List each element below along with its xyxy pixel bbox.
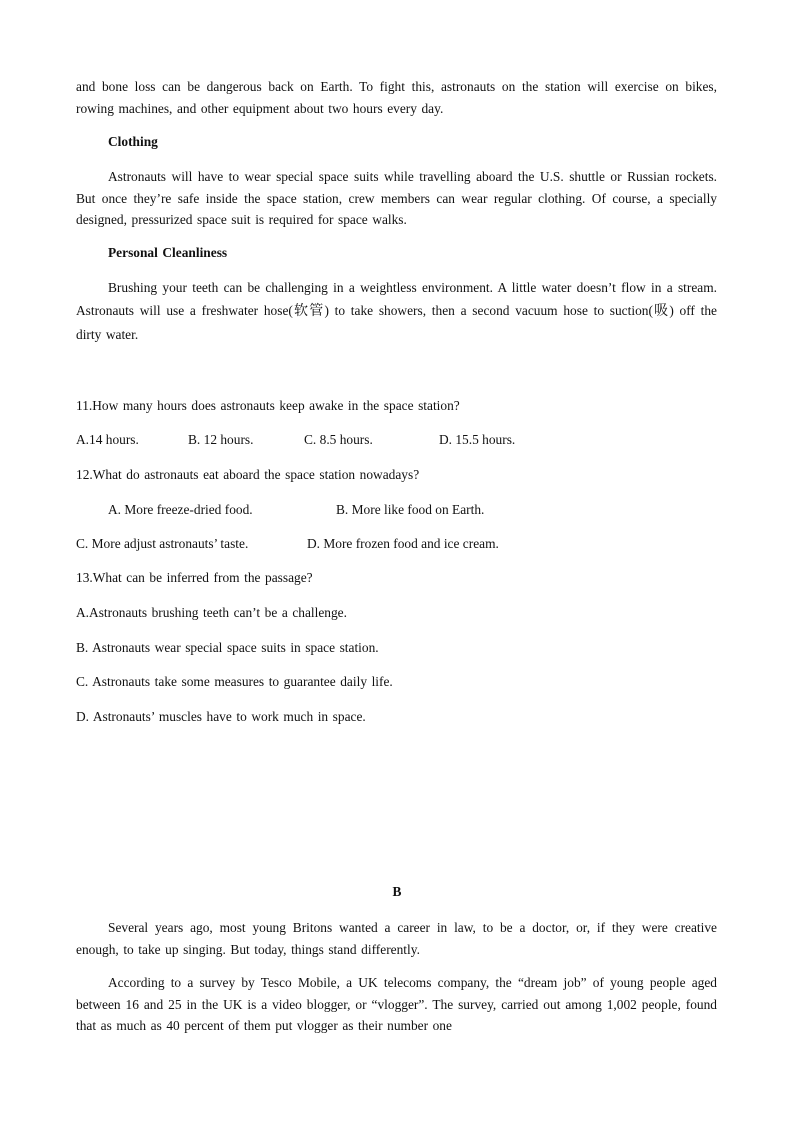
cleanliness-text-2: ) to take showers, then a second vacuum hose to suction( bbox=[324, 303, 653, 318]
question-11-option-b: B. 12 hours. bbox=[188, 432, 254, 447]
question-11-option-a: A.14 hours. bbox=[76, 432, 139, 447]
question-11-stem: 11.How many hours does astronauts keep awake in the space station? bbox=[76, 398, 460, 413]
cleanliness-text-3: ) off the dirty water. bbox=[76, 303, 717, 342]
heading-personal-cleanliness: Personal Cleanliness bbox=[108, 245, 228, 260]
section-b-paragraph-1: Several years ago, most young Britons wanted a career in law, to be a doctor, or, if they were creative enough, to take up singing. But today, things stand differently. bbox=[76, 920, 717, 957]
question-12-option-c: C. More adjust astronauts’ taste. bbox=[76, 536, 249, 551]
question-13-option-c: C. Astronauts take some measures to guarantee daily life. bbox=[76, 674, 393, 689]
paragraph-personal-cleanliness bbox=[76, 276, 717, 346]
paragraph-bone-loss: and bone loss can be dangerous back on Earth. To fight this, astronauts on the station will exercise on bikes, rowing machines, and other equipment about two hours every day. bbox=[76, 79, 717, 116]
question-11-option-d: D. 15.5 hours. bbox=[439, 432, 516, 447]
question-12-stem: 12.What do astronauts eat aboard the space station nowadays? bbox=[76, 467, 420, 482]
question-12-option-a: A. More freeze-dried food. bbox=[108, 502, 253, 517]
section-b-label: B bbox=[392, 884, 402, 899]
question-13-option-d: D. Astronauts’ muscles have to work much in space. bbox=[76, 709, 366, 724]
heading-clothing: Clothing bbox=[108, 134, 158, 149]
question-13-stem: 13.What can be inferred from the passage? bbox=[76, 570, 313, 585]
question-13-option-b: B. Astronauts wear special space suits in space station. bbox=[76, 640, 379, 655]
question-12-option-b: B. More like food on Earth. bbox=[336, 502, 485, 517]
paragraph-clothing: Astronauts will have to wear special space suits while travelling aboard the U.S. shuttle or Russian rockets. But once they’re safe inside the space station, crew members can wear regular clothing. Of course, a specially designed, pressurized space suit is required for space walks. bbox=[76, 169, 717, 227]
cleanliness-text-1: Brushing your teeth can be challenging in a weightless environment. A little water doesn’t flow in a stream. Astronauts will use a freshwater hose( bbox=[76, 280, 717, 318]
cjk-gloss-hose: 软管 bbox=[292, 303, 325, 319]
question-11-option-c: C. 8.5 hours. bbox=[304, 432, 373, 447]
cjk-gloss-suction: 吸 bbox=[652, 303, 670, 319]
section-b-paragraph-2: According to a survey by Tesco Mobile, a UK telecoms company, the “dream job” of young people aged between 16 and 25 in the UK is a video blogger, or “vlogger”. The survey, carried out among 1,002 people, found that as much as 40 percent of them put vlogger as their number one bbox=[76, 975, 717, 1033]
question-12-option-d: D. More frozen food and ice cream. bbox=[307, 536, 499, 551]
question-13-option-a: A.Astronauts brushing teeth can’t be a challenge. bbox=[76, 605, 347, 620]
